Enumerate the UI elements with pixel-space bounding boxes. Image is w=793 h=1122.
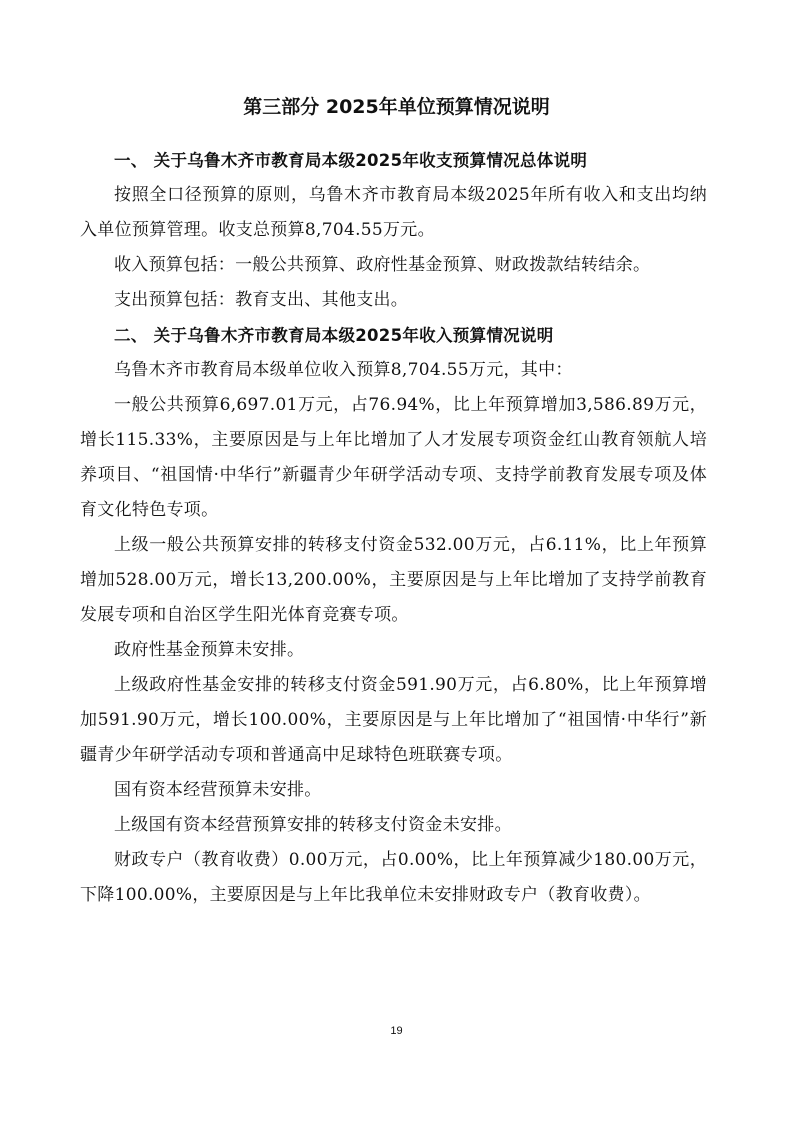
paragraph: 按照全口径预算的原则，乌鲁木齐市教育局本级2025年所有收入和支出均纳入单位预算管理。收支总预算8,704.55万元。 — [80, 185, 707, 240]
paragraph: 上级一般公共预算安排的转移支付资金532.00万元，占6.11%，比上年预算增加528.00万元，增长13,200.00%，主要原因是与上年比增加了支持学前教育发展专项和自治区学生阳光体育竞赛专项。 — [80, 535, 707, 625]
paragraph: 上级国有资本经营预算安排的转移支付资金未安排。 — [114, 815, 512, 835]
paragraph: 上级政府性基金安排的转移支付资金591.90万元，占6.80%，比上年预算增加591.90万元，增长100.00%，主要原因是与上年比增加了“祖国情·中华行”新疆青少年研学活动专项和普通高中足球特色班联赛专项。 — [80, 675, 707, 765]
paragraph: 财政专户（教育收费）0.00万元，占0.00%，比上年预算减少180.00万元，下降100.00%，主要原因是与上年比我单位未安排财政专户（教育收费）。 — [80, 850, 707, 905]
section-heading-1: 一、 关于乌鲁木齐市教育局本级2025年收支预算情况总体说明 — [114, 151, 588, 170]
section-heading-2: 二、 关于乌鲁木齐市教育局本级2025年收入预算情况说明 — [114, 326, 554, 345]
paragraph: 乌鲁木齐市教育局本级单位收入预算8,704.55万元，其中： — [114, 360, 573, 380]
page-number: 19 — [390, 1025, 403, 1037]
paragraph: 一般公共预算6,697.01万元，占76.94%，比上年预算增加3,586.89万元，增长115.33%，主要原因是与上年比增加了人才发展专项资金红山教育领航人培养项目、“祖国情·中华行”新疆青少年研学活动专项、支持学前教育发展专项及体育文化特色专项。 — [80, 395, 707, 520]
page-title: 第三部分 2025年单位预算情况说明 — [243, 96, 550, 118]
paragraph: 支出预算包括：教育支出、其他支出。 — [114, 290, 409, 310]
paragraph: 政府性基金预算未安排。 — [114, 640, 305, 660]
paragraph: 收入预算包括：一般公共预算、政府性基金预算、财政拨款结转结余。 — [114, 255, 651, 275]
paragraph: 国有资本经营预算未安排。 — [114, 780, 322, 800]
body-text — [80, 143, 707, 913]
